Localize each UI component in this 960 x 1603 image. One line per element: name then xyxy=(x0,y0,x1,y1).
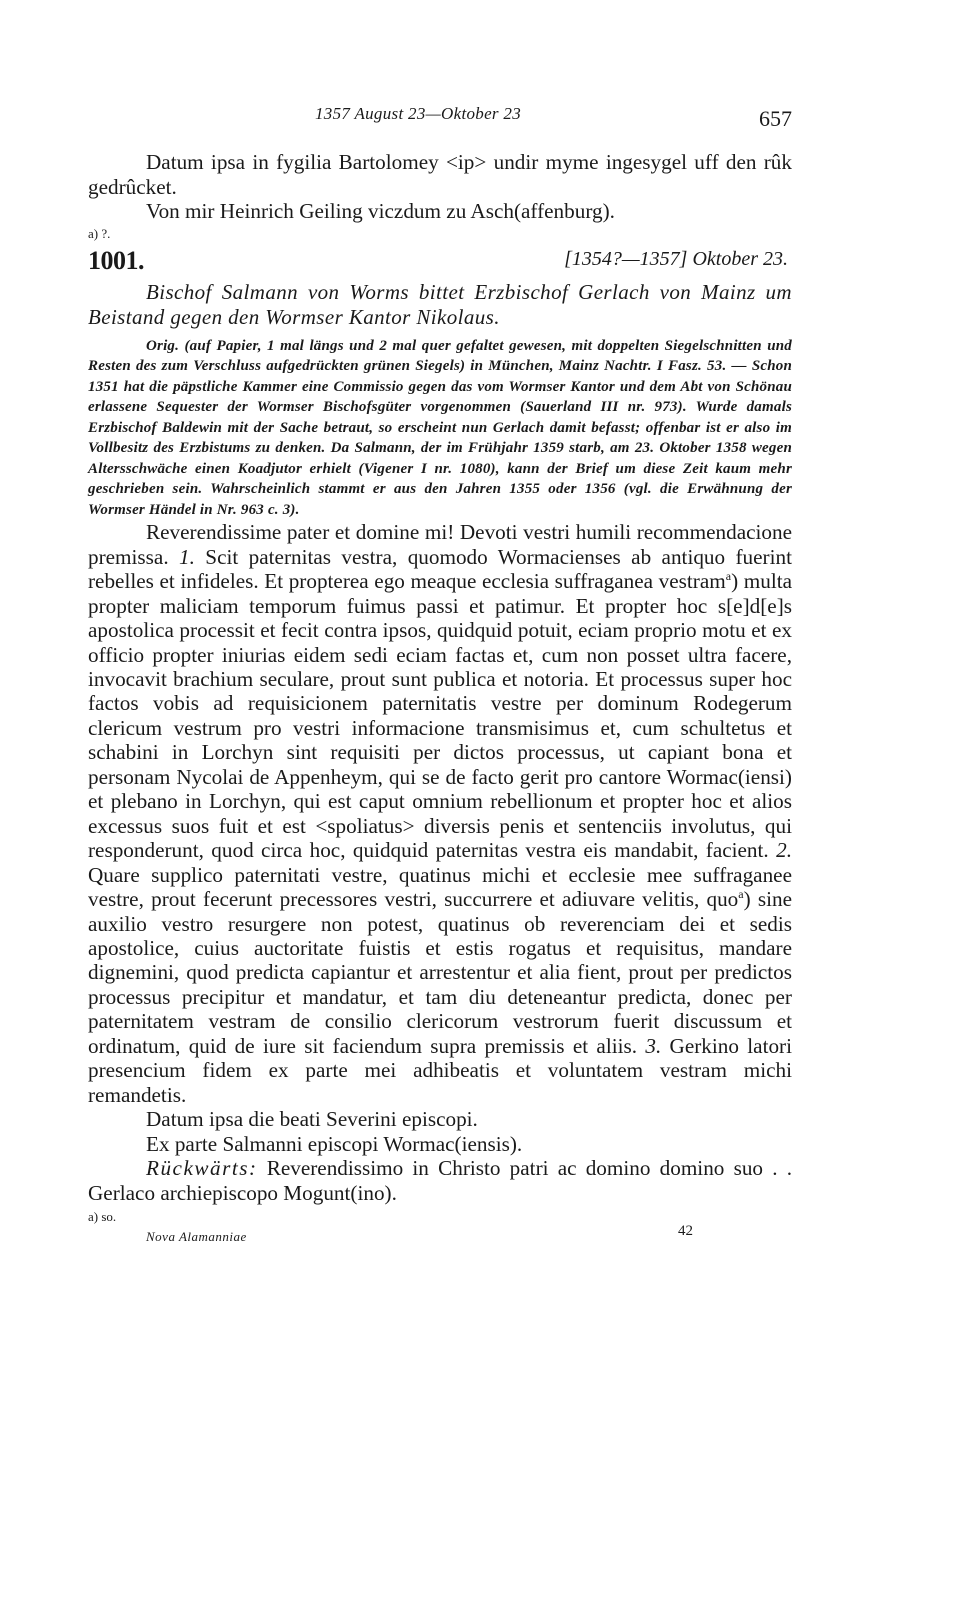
document-footnote: a) so. xyxy=(88,1208,117,1224)
letter-body xyxy=(88,520,792,1107)
previous-document-dating: Datum ipsa in fygilia Bartolomey <ip> undir myme ingesygel uff den rûk gedrûcket. xyxy=(88,150,792,199)
document-commentary: Orig. (auf Papier, 1 mal längs und 2 mal quer gefaltet gewesen, mit doppelten Siegelschnitten und Resten des zum Verschluss aufgedrückten grünen Siegels) in München, Mainz Nachtr. I Fasz. 53. — Schon 1351 hat die päpstliche Kammer eine Commissio gegen das vom Wormser Kantor und dem Abt von Schönau erlassene Sequester der Wormser Bischofsgüter vorgenommen (Sauerland III nr. 973). Wurde damals Erzbischof Baldewin mit der Sache betraut, so erscheint nun Gerlach damit befasst; offenbar ist er also im Vollbesitz des Erzbistums zu denken. Da Salmann, der im Frühjahr 1359 starb, am 23. Oktober 1358 wegen Altersschwäche einen Koadjutor erhielt (Vigener I nr. 1080), kann der Brief um diese Zeit kaum mehr geschrieben sein. Wahrscheinlich stammt er aus den Jahren 1355 oder 1356 (vgl. die Erwähnung der Wormser Händel in Nr. 963 c. 3). xyxy=(88,337,792,518)
previous-document-footnote: a) ?. xyxy=(88,225,111,241)
address-text: Reverendissimo in Christo patri ac domino domino suo . . Gerlaco archiepiscopo Mogunt(ino). xyxy=(88,1156,792,1205)
page xyxy=(88,98,792,1249)
sheet-number: 42 xyxy=(678,1222,693,1239)
footnote-marker-a1: a xyxy=(725,569,732,584)
letter-text-1: Reverendissime pater et domine mi! Devoti vestri humili recommendacione premissa. xyxy=(88,520,792,569)
document-header xyxy=(88,245,792,275)
letter-datum: Datum ipsa die beati Severini episcopi. xyxy=(146,1107,478,1132)
page-number: 657 xyxy=(759,106,792,131)
document-date: [1354?—1357] Oktober 23. xyxy=(564,247,788,270)
letter-address xyxy=(88,1156,792,1205)
previous-document-notary: Von mir Heinrich Geiling viczdum zu Asch(affenburg). xyxy=(146,199,615,224)
letter-text-6: Gerkino latori presencium fidem ex parte mei adhibeatis et voluntatem vestram michi remandetis. xyxy=(88,1033,792,1107)
letter-text-4: Quare supplico paternitati vestre, quatinus michi et ecclesie mee suffraganee vestre, prout fecerunt precessores vestri, succurrere et adiuvare velitis, quo xyxy=(88,862,792,912)
section-number-2: 2. xyxy=(776,838,792,863)
running-head-title: 1357 August 23—Oktober 23 xyxy=(315,104,521,123)
sheet-signature: Nova Alamanniae xyxy=(146,1228,247,1244)
document-main-text xyxy=(88,520,792,1205)
previous-document-end xyxy=(88,150,792,244)
section-number-3: 3. xyxy=(645,1033,662,1058)
section-number-1: 1. xyxy=(179,544,195,569)
letter-text-2: Scit paternitas vestra, quomodo Wormacienses ab antiquo fuerint rebelles et infideles. Et propterea ego meaque ecclesia suffraganea vestram xyxy=(88,544,792,594)
document-number: 1001. xyxy=(88,245,144,275)
letter-sender: Ex parte Salmanni episcopi Wormac(iensis). xyxy=(146,1131,523,1156)
letter-text-5: ) sine auxilio vestro resurgere non potest, quatinus ob reverenciam dei et sedis apostolice, cuius auctoritate fuistis et estis rogatus et requisitus, mandare dignemini, quod predicta capiantur et arrestentur et alia fient, prout per predictos processus precipitur et mandatur, et tam diu deteneantur predicta, donec per paternitatem vestram de consilio clericorum vestrorum fuerit discussum et ordinatum, quid de iure sit faciendum supra premissis et aliis. xyxy=(88,887,792,1058)
rueckwaerts-label: Rückwärts: xyxy=(146,1156,258,1181)
page-footer xyxy=(88,1222,792,1249)
document-regest: Bischof Salmann von Worms bittet Erzbischof Gerlach von Mainz um Beistand gegen den Wormser Kantor Nikolaus. xyxy=(88,279,792,329)
footnote-marker-a2: a xyxy=(738,887,744,902)
running-head xyxy=(88,98,792,138)
letter-text-3: ) multa propter maliciam temporum fuimus passi et patimur. Et propter hoc s[e]d[e]s apostolica processit et fecit contra ipsos, quidquid potuit, eciam proprio motu et ex officio propter iniurias eidem sedi eciam factas et, cum non posset ultra facere, invocavit brachium seculare, prout sunt publica et notoria. Et processus super hoc factos vobis ad requisicionem paternitatis vestre per dominum Rodegerum clericum vestrum pro vestri informacione transmisimus et, cum schultetus et schabini in Lorchyn sint requisiti per dictos processus, ut capiant bona et personam Nycolai de Appenheym, qui se de facto gerit pro cantore Wormac(iensi) et plebano in Lorchyn, qui est caput omnium rebellionum et propter hoc et alios excessus suos fuit et est <spoliatus> diversis penis et sentenciis involutus, qui responderunt, quod circa hoc, quidquid paternitas vestra eis mandabit, facient. xyxy=(88,569,792,863)
